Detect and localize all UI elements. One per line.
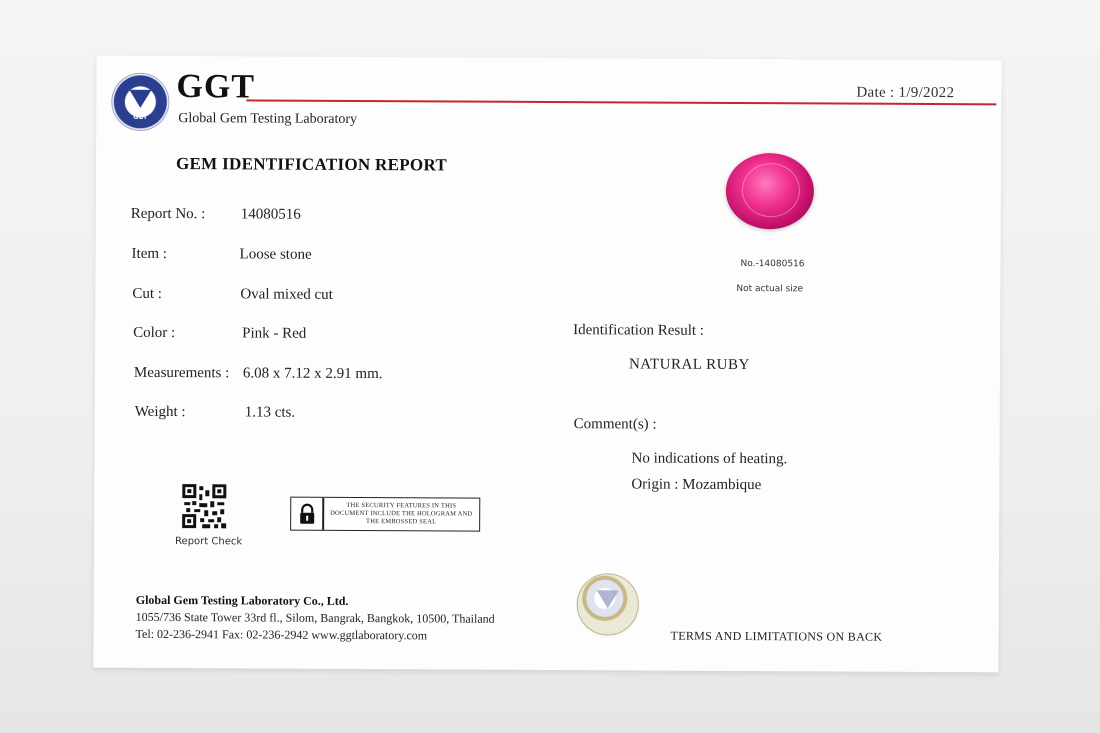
field-label-item: Item : <box>131 245 168 263</box>
field-value-cut: Oval mixed cut <box>240 286 333 303</box>
qr-code-icon[interactable] <box>182 484 226 528</box>
lock-icon <box>296 503 318 525</box>
ggt-logo-icon <box>112 74 168 130</box>
company-address <box>136 609 495 645</box>
ruby-gem-icon <box>726 153 814 229</box>
comment-line-heating: No indications of heating. <box>631 450 788 468</box>
field-value-item: Loose stone <box>239 246 312 263</box>
logo-ring-text: GGT <box>133 113 148 121</box>
identification-label: Identification Result : <box>573 322 705 339</box>
field-label-color: Color : <box>133 324 176 342</box>
security-separator <box>322 498 324 530</box>
field-value-color: Pink - Red <box>242 325 307 342</box>
contact-line: Tel: 02-236-2941 Fax: 02-236-2942 www.ggtlaboratory.com <box>135 626 428 643</box>
field-value-weight: 1.13 cts. <box>244 404 296 421</box>
gem-photo <box>706 141 837 254</box>
date-value: 1/9/2022 <box>898 84 955 102</box>
field-label-weight: Weight : <box>134 403 186 421</box>
company-name: Global Gem Testing Laboratory Co., Ltd. <box>135 592 349 608</box>
brand-subtitle: Global Gem Testing Laboratory <box>178 111 358 127</box>
qr-caption: Report Check <box>175 536 243 548</box>
terms-notice: TERMS AND LIMITATIONS ON BACK <box>670 628 883 644</box>
brand-name: GGT <box>176 68 256 106</box>
field-value-measurements: 6.08 x 7.12 x 2.91 mm. <box>242 365 383 383</box>
logo-triangle <box>129 90 151 108</box>
field-label-measurements: Measurements : <box>133 364 230 382</box>
field-label-report-no: Report No. : <box>130 205 206 223</box>
embossed-seal-icon <box>578 574 638 634</box>
report-date <box>856 85 954 103</box>
date-label: Date : <box>856 84 895 101</box>
address-line: 1055/736 State Tower 33rd fl., Silom, Bangrak, Bangkok, 10500, Thailand <box>135 609 495 626</box>
report-card <box>93 56 1001 673</box>
identification-value: NATURAL RUBY <box>628 356 750 374</box>
seal-triangle <box>597 590 619 608</box>
field-value-report-no: 14080516 <box>240 206 301 223</box>
gem-number: No.-14080516 <box>740 259 805 270</box>
report-title: GEM IDENTIFICATION REPORT <box>175 154 448 175</box>
comments-label: Comment(s) : <box>573 416 657 433</box>
security-notice <box>290 497 480 532</box>
security-text: THE SECURITY FEATURES IN THIS DOCUMENT INCLUDE THE HOLOGRAM AND THE EMBOSSED SEAL <box>330 501 473 526</box>
comment-line-origin: Origin : Mozambique <box>631 476 762 494</box>
gem-size-note: Not actual size <box>736 283 804 295</box>
field-label-cut: Cut : <box>132 285 162 302</box>
